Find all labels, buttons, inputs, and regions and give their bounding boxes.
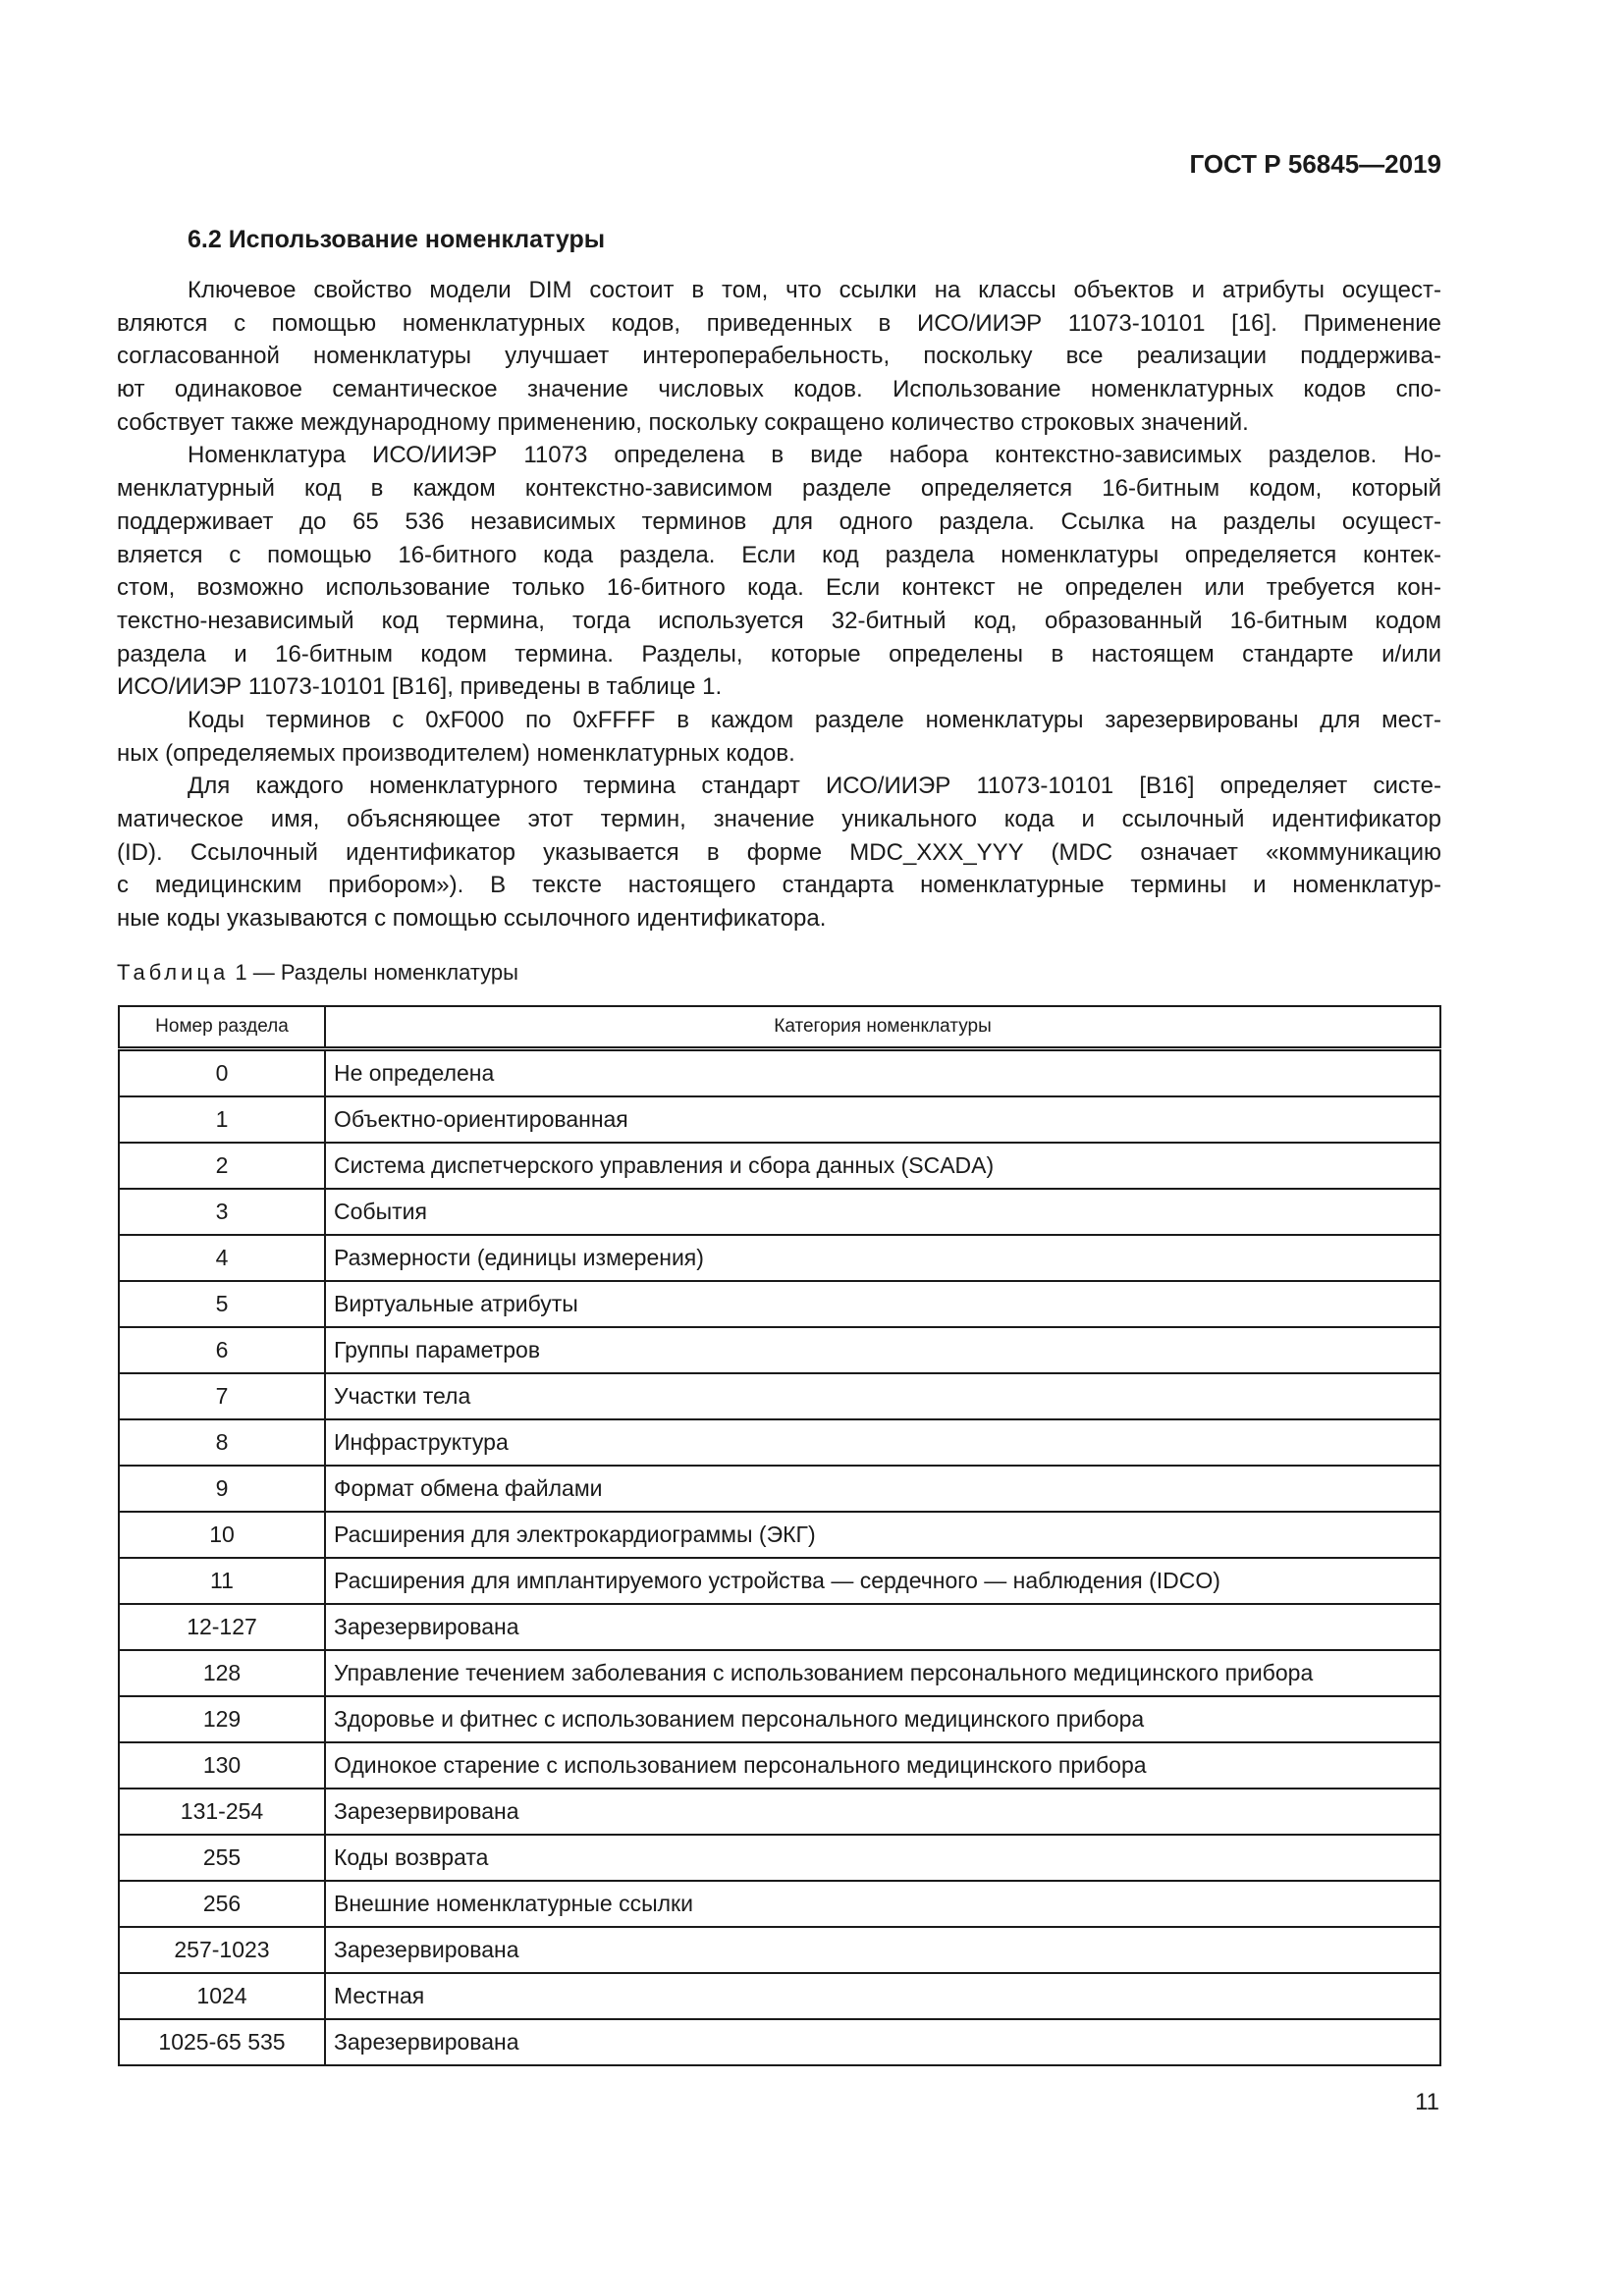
document-code: ГОСТ Р 56845—2019 xyxy=(1189,149,1441,179)
table-row xyxy=(119,1927,1440,1973)
page-number: 11 xyxy=(1415,2089,1439,2115)
paragraph-line: Коды терминов с 0xF000 по 0xFFFF в каждом разделе номенклатуры зарезервированы для мест- xyxy=(188,706,1441,733)
section-number-cell: 9 xyxy=(119,1466,325,1512)
category-cell: Коды возврата xyxy=(325,1835,1440,1881)
paragraph-line: собствует также международному применению, поскольку сокращено количество строковых значений. xyxy=(117,408,1249,436)
section-number-cell: 128 xyxy=(119,1650,325,1696)
paragraph-line: ИСО/ИИЭР 11073-10101 [B16], приведены в таблице 1. xyxy=(117,673,723,701)
category-cell: Не определена xyxy=(325,1049,1440,1097)
table-row xyxy=(119,1973,1440,2019)
category-cell: Одинокое старение с использованием персонального медицинского прибора xyxy=(325,1742,1440,1789)
paragraph-line: вляется с помощью 16-битного кода раздела. Если код раздела номенклатуры определяется контек- xyxy=(117,541,1441,568)
category-cell: Система диспетчерского управления и сбора данных (SCADA) xyxy=(325,1143,1440,1189)
table-row xyxy=(119,1281,1440,1327)
category-cell: Участки тела xyxy=(325,1373,1440,1419)
category-cell: Здоровье и фитнес с использованием персонального медицинского прибора xyxy=(325,1696,1440,1742)
category-cell: Формат обмена файлами xyxy=(325,1466,1440,1512)
section-number-cell: 2 xyxy=(119,1143,325,1189)
section-number-cell: 1 xyxy=(119,1096,325,1143)
caption-title: 1 — Разделы номенклатуры xyxy=(229,960,518,985)
section-number-cell: 4 xyxy=(119,1235,325,1281)
section-number-cell: 130 xyxy=(119,1742,325,1789)
section-number-cell: 6 xyxy=(119,1327,325,1373)
table-row xyxy=(119,1835,1440,1881)
section-number-cell: 131-254 xyxy=(119,1789,325,1835)
paragraph-line: с медицинским прибором»). В тексте настоящего стандарта номенклатурные термины и номенклатур- xyxy=(117,872,1441,899)
paragraph-line: (ID). Ссылочный идентификатор указывается в форме MDC_XXX_YYY (MDC означает «коммуникацию xyxy=(117,838,1441,866)
table-row xyxy=(119,1419,1440,1466)
paragraph-line: Ключевое свойство модели DIM состоит в том, что ссылки на классы объектов и атрибуты осущест- xyxy=(188,277,1441,303)
nomenclature-table xyxy=(118,1005,1441,2066)
paragraph-line: ют одинаковое семантическое значение числовых кодов. Использование номенклатурных кодов спо- xyxy=(117,376,1441,403)
table-row xyxy=(119,1143,1440,1189)
table-row xyxy=(119,1604,1440,1650)
paragraph-line: раздела и 16-битным кодом термина. Разделы, которые определены в настоящем стандарте и/или xyxy=(117,640,1441,667)
category-cell: Объектно-ориентированная xyxy=(325,1096,1440,1143)
paragraph-line: ные коды указываются с помощью ссылочного идентификатора. xyxy=(117,905,827,933)
category-cell: Зарезервирована xyxy=(325,1789,1440,1835)
table-row xyxy=(119,1650,1440,1696)
category-cell: Виртуальные атрибуты xyxy=(325,1281,1440,1327)
paragraph-line: матическое имя, объясняющее этот термин, значение уникального кода и ссылочный идентификатор xyxy=(117,806,1441,832)
table-row xyxy=(119,1881,1440,1927)
category-cell: Размерности (единицы измерения) xyxy=(325,1235,1440,1281)
table-row xyxy=(119,1558,1440,1604)
table-caption xyxy=(117,960,518,986)
column-header-category: Категория номенклатуры xyxy=(325,1006,1440,1049)
table-row xyxy=(119,2019,1440,2065)
body-text xyxy=(117,274,1441,935)
category-cell: Внешние номенклатурные ссылки xyxy=(325,1881,1440,1927)
section-number-cell: 7 xyxy=(119,1373,325,1419)
section-number-cell: 3 xyxy=(119,1189,325,1235)
category-cell: Группы параметров xyxy=(325,1327,1440,1373)
section-number-cell: 1024 xyxy=(119,1973,325,2019)
category-cell: Инфраструктура xyxy=(325,1419,1440,1466)
category-cell: Зарезервирована xyxy=(325,1927,1440,1973)
table-row xyxy=(119,1512,1440,1558)
section-number-cell: 5 xyxy=(119,1281,325,1327)
category-cell: События xyxy=(325,1189,1440,1235)
paragraph-line: Для каждого номенклатурного термина стандарт ИСО/ИИЭР 11073-10101 [B16] определяет систе- xyxy=(188,773,1441,800)
table-row xyxy=(119,1789,1440,1835)
table-row xyxy=(119,1189,1440,1235)
section-number-cell: 11 xyxy=(119,1558,325,1604)
paragraph-line: стом, возможно использование только 16-битного кода. Если контекст не определен или требуется кон- xyxy=(117,574,1441,602)
column-header-number: Номер раздела xyxy=(119,1006,325,1049)
section-number-cell: 255 xyxy=(119,1835,325,1881)
paragraph-line: поддерживает до 65 536 независимых терминов для одного раздела. Ссылка на разделы осущест- xyxy=(117,507,1441,535)
section-number-cell: 1025-65 535 xyxy=(119,2019,325,2065)
table-row xyxy=(119,1696,1440,1742)
section-number-cell: 257-1023 xyxy=(119,1927,325,1973)
paragraph-line: Номенклатура ИСО/ИИЭР 11073 определена в виде набора контекстно-зависимых разделов. Но- xyxy=(188,442,1441,469)
paragraph-line: текстно-независимый код термина, тогда используется 32-битный код, образованный 16-битным кодом xyxy=(117,607,1441,634)
section-number-cell: 12-127 xyxy=(119,1604,325,1650)
caption-label: Таблица xyxy=(117,960,230,985)
table-row xyxy=(119,1049,1440,1097)
table-row xyxy=(119,1742,1440,1789)
table-row xyxy=(119,1096,1440,1143)
paragraph-line: ных (определяемых производителем) номенклатурных кодов. xyxy=(117,739,795,767)
paragraph-line: согласованной номенклатуры улучшает интероперабельность, поскольку все реализации поддержива- xyxy=(117,343,1441,370)
section-number-cell: 256 xyxy=(119,1881,325,1927)
table-row xyxy=(119,1235,1440,1281)
section-number-cell: 0 xyxy=(119,1049,325,1097)
table-row xyxy=(119,1373,1440,1419)
table-header-row xyxy=(119,1006,1440,1049)
paragraph-line: вляются с помощью номенклатурных кодов, приведенных в ИСО/ИИЭР 11073-10101 [16]. Применение xyxy=(117,309,1441,337)
section-number-cell: 8 xyxy=(119,1419,325,1466)
category-cell: Зарезервирована xyxy=(325,2019,1440,2065)
section-number-cell: 129 xyxy=(119,1696,325,1742)
category-cell: Расширения для электрокардиограммы (ЭКГ) xyxy=(325,1512,1440,1558)
section-heading: 6.2 Использование номенклатуры xyxy=(188,226,606,253)
table-row xyxy=(119,1327,1440,1373)
paragraph-line: менклатурный код в каждом контекстно-зависимом разделе определяется 16-битным кодом, который xyxy=(117,475,1441,503)
category-cell: Зарезервирована xyxy=(325,1604,1440,1650)
category-cell: Расширения для имплантируемого устройства — сердечного — наблюдения (IDCO) xyxy=(325,1558,1440,1604)
category-cell: Местная xyxy=(325,1973,1440,2019)
section-number-cell: 10 xyxy=(119,1512,325,1558)
table-row xyxy=(119,1466,1440,1512)
category-cell: Управление течением заболевания с использованием персонального медицинского прибора xyxy=(325,1650,1440,1696)
